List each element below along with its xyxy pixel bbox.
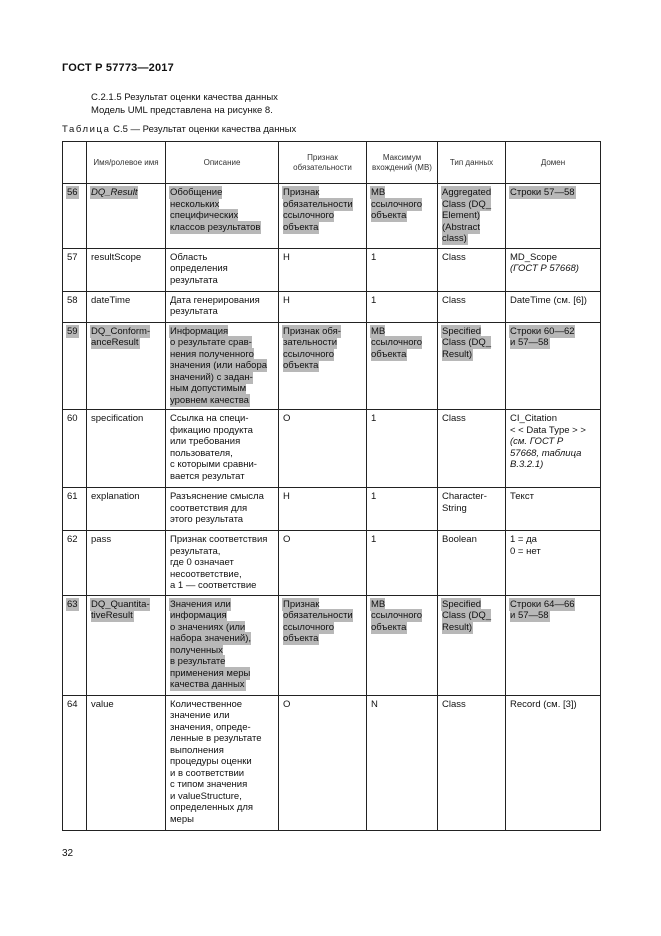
description-cell [166, 248, 279, 291]
data-type-cell [438, 531, 506, 596]
obligation-cell [279, 595, 367, 695]
data-type-cell-line: Class [442, 413, 466, 424]
table-row [63, 410, 601, 488]
description-cell-line: специфических [170, 210, 239, 221]
max-occurrence-cell-line: объекта [371, 348, 407, 360]
description-cell-line: и valueStructure, [170, 790, 242, 802]
description-cell-line: где 0 означает [170, 557, 234, 568]
name-cell [87, 291, 166, 322]
header-cell-obligation: Признак обязательности [279, 142, 367, 184]
max-occurrence-cell [367, 531, 438, 596]
description-cell-line: Значения или [170, 598, 231, 610]
description-cell [166, 322, 279, 410]
data-type-cell-line: Aggregated [442, 187, 492, 198]
domain-cell [506, 184, 601, 249]
description-cell-line: результата, [170, 545, 221, 557]
name-cell-text: resultScope [91, 251, 142, 263]
description-cell-line: Обобщение [170, 187, 223, 198]
obligation-cell [279, 488, 367, 531]
row-number-cell [63, 410, 87, 488]
page-number: 32 [62, 848, 74, 859]
obligation-cell-line: О [283, 534, 291, 545]
data-type-cell-line: Result) [442, 348, 473, 360]
description-cell-line: процедуры оценки [170, 756, 252, 767]
name-cell-text: value [91, 698, 114, 710]
obligation-cell-line: обязательности [283, 610, 353, 621]
obligation-cell-line: Н [283, 251, 290, 263]
max-occurrence-cell [367, 695, 438, 830]
description-cell-line: применения меры [170, 667, 251, 679]
obligation-cell-line: Признак обя- [283, 325, 341, 337]
description-cell-line: Разъяснение смысла [170, 491, 264, 502]
domain-cell-line: 57668, таблица [510, 447, 582, 459]
name-cell [87, 248, 166, 291]
header-cell-description: Описание [166, 142, 279, 184]
row-number-cell [63, 248, 87, 291]
description-cell-line: Количественное [170, 698, 243, 710]
max-occurrence-cell-line: ссылочного [371, 198, 423, 210]
domain-cell-line: В.3.2.1) [510, 459, 544, 470]
row-number-cell-text: 60 [67, 413, 78, 424]
domain-cell [506, 248, 601, 291]
description-cell-line: полученных [170, 644, 223, 656]
description-cell-line: значение или [170, 710, 230, 721]
max-occurrence-cell-line: N [371, 698, 378, 710]
description-cell-line: выполнения [170, 744, 224, 756]
max-occurrence-cell-line: МВ [371, 187, 386, 198]
data-type-cell-line: Class [442, 294, 466, 306]
name-cell-text: explanation [91, 491, 140, 502]
obligation-cell-line: объекта [283, 221, 319, 233]
domain-cell-line: (см. ГОСТ Р [510, 436, 564, 447]
data-type-cell [438, 184, 506, 249]
data-type-cell-line: Class (DQ_ [442, 198, 492, 210]
max-occurrence-cell-line: 1 [371, 251, 377, 263]
name-cell [87, 184, 166, 249]
data-type-cell [438, 322, 506, 410]
data-type-cell-line: Specified [442, 598, 482, 610]
obligation-cell-line: ссылочного [283, 348, 335, 360]
description-cell [166, 488, 279, 531]
data-type-cell-line: Specified [442, 325, 482, 337]
name-cell-text: specification [91, 413, 144, 424]
obligation-cell-line: О [283, 698, 291, 710]
table-caption [62, 124, 296, 135]
description-cell-line: а 1 — соответствие [170, 580, 257, 591]
description-cell-line: ным допустимым [170, 383, 247, 394]
obligation-cell [279, 695, 367, 830]
obligation-cell-line: ссылочного [283, 210, 335, 221]
max-occurrence-cell [367, 322, 438, 410]
max-occurrence-cell [367, 248, 438, 291]
table-row [63, 531, 601, 596]
row-number-cell [63, 291, 87, 322]
data-type-cell-line: Character- [442, 491, 487, 502]
name-cell-text: dateTime [91, 294, 131, 306]
domain-cell-line: CI_Citation [510, 413, 557, 424]
row-number-cell-text: 59 [67, 325, 78, 337]
domain-cell-line: Строки 60—62 [510, 325, 575, 337]
name-cell [87, 695, 166, 830]
description-cell [166, 531, 279, 596]
max-occurrence-cell-line: ссылочного [371, 610, 423, 621]
obligation-cell-line: объекта [283, 633, 319, 644]
max-occurrence-cell [367, 410, 438, 488]
description-cell-line: классов результатов [170, 221, 261, 233]
domain-cell-line: DateTime (см. [6]) [510, 294, 587, 306]
domain-cell [506, 531, 601, 596]
obligation-cell-line: Н [283, 491, 290, 502]
header-cell-data-type: Тип данных [438, 142, 506, 184]
obligation-cell-line: Признак [283, 187, 320, 198]
obligation-cell-line: О [283, 413, 291, 424]
description-cell-line: значений) с задан- [170, 371, 253, 383]
name-cell [87, 488, 166, 531]
document-header-code: ГОСТ Р 57773—2017 [62, 62, 174, 74]
data-type-cell-line: Class (DQ_ [442, 337, 492, 348]
max-occurrence-cell-line: 1 [371, 413, 377, 424]
row-number-cell-text: 61 [67, 491, 78, 502]
description-cell-line: Ссылка на специ- [170, 413, 249, 424]
domain-cell-line: Record (см. [3]) [510, 698, 577, 710]
table-row [63, 248, 601, 291]
description-cell-line: или требования [170, 436, 241, 447]
description-cell-line: определенных для [170, 802, 254, 813]
description-cell [166, 695, 279, 830]
row-number-cell-text: 62 [67, 534, 78, 545]
description-cell-line: вается результат [170, 470, 245, 482]
data-type-cell-line: (Abstract [442, 221, 481, 233]
description-cell-line: информация [170, 610, 227, 621]
obligation-cell [279, 410, 367, 488]
domain-cell [506, 488, 601, 531]
header-cell-name: Имя/ролевое имя [87, 142, 166, 184]
section-text: Модель UML представлена на рисунке 8. [91, 105, 273, 116]
table-row [63, 291, 601, 322]
description-cell-line: нескольких [170, 198, 220, 210]
max-occurrence-cell-line: 1 [371, 491, 377, 502]
domain-cell-line: 0 = нет [510, 545, 541, 557]
data-type-cell [438, 291, 506, 322]
description-cell-line: несоответствие, [170, 568, 242, 580]
obligation-cell-line: зательности [283, 337, 338, 348]
obligation-cell [279, 248, 367, 291]
description-cell-line: качества данных [170, 679, 245, 690]
obligation-cell-line: Признак [283, 598, 320, 610]
description-cell-line: с типом значения [170, 779, 248, 790]
row-number-cell-text: 58 [67, 294, 78, 306]
obligation-cell-line: обязательности [283, 198, 353, 210]
description-cell-line: этого результата [170, 514, 244, 525]
max-occurrence-cell [367, 184, 438, 249]
name-cell-text: DQ_Quantita-tiveResult [91, 598, 150, 621]
description-cell-line: значения, опреде- [170, 721, 251, 733]
data-type-cell-line: Class (DQ_ [442, 610, 492, 621]
name-cell-text: pass [91, 534, 112, 545]
description-cell-line: Дата генерирования [170, 294, 260, 306]
domain-cell-line: < < Data Type > > [510, 424, 586, 436]
domain-cell [506, 595, 601, 695]
section-heading: С.2.1.5 Результат оценки качества данных [91, 92, 278, 103]
table-row [63, 695, 601, 830]
obligation-cell-line: Н [283, 294, 290, 306]
table-header-row [63, 142, 601, 184]
data-type-cell [438, 595, 506, 695]
max-occurrence-cell-line: МВ [371, 598, 386, 610]
description-cell [166, 184, 279, 249]
row-number-cell [63, 595, 87, 695]
description-cell-line: Область [170, 251, 208, 263]
description-cell-line: с которыми сравни- [170, 459, 257, 470]
row-number-cell-text: 57 [67, 251, 78, 263]
row-number-cell-text: 56 [67, 187, 78, 198]
description-cell-line: в результате [170, 656, 226, 667]
max-occurrence-cell-line: 1 [371, 534, 377, 545]
table-caption-label: Таблица [62, 124, 111, 135]
description-cell-line: результата [170, 306, 218, 317]
data-type-cell-line: Class [442, 251, 466, 263]
obligation-cell-line: объекта [283, 360, 319, 371]
data-type-cell-line: Result) [442, 621, 473, 633]
result-quality-table [62, 141, 601, 831]
row-number-cell [63, 531, 87, 596]
row-number-cell [63, 695, 87, 830]
domain-cell-line: Строки 57—58 [510, 187, 575, 198]
domain-cell [506, 322, 601, 410]
description-cell [166, 291, 279, 322]
name-cell [87, 531, 166, 596]
description-cell-line: соответствия для [170, 502, 248, 514]
domain-cell-line: и 57—58 [510, 610, 549, 621]
description-cell [166, 595, 279, 695]
description-cell-line: результата [170, 274, 218, 286]
data-type-cell [438, 410, 506, 488]
domain-cell-line: MD_Scope [510, 251, 557, 263]
domain-cell-line: Строки 64—66 [510, 598, 575, 610]
table-caption-text: С.5 — Результат оценки качества данных [110, 124, 297, 135]
data-type-cell [438, 248, 506, 291]
description-cell [166, 410, 279, 488]
row-number-cell [63, 322, 87, 410]
row-number-cell-text: 64 [67, 698, 78, 710]
row-number-cell-text: 63 [67, 598, 78, 610]
name-cell [87, 322, 166, 410]
description-cell-line: и в соответствии [170, 767, 245, 779]
obligation-cell [279, 184, 367, 249]
description-cell-line: ленные в результате [170, 733, 262, 744]
max-occurrence-cell-line: МВ [371, 325, 386, 337]
description-cell-line: уровнем качества [170, 394, 249, 406]
header-cell-domain: Домен [506, 142, 601, 184]
table-body [63, 184, 601, 831]
description-cell-line: пользователя, [170, 447, 233, 459]
obligation-cell [279, 531, 367, 596]
table-row [63, 488, 601, 531]
table-row [63, 322, 601, 410]
domain-cell [506, 695, 601, 830]
description-cell-line: значения (или набора [170, 360, 268, 371]
domain-cell [506, 291, 601, 322]
name-cell-text: DQ_Conform-anceResult [91, 325, 151, 348]
row-number-cell [63, 488, 87, 531]
data-type-cell-line: String [442, 502, 467, 514]
max-occurrence-cell-line: объекта [371, 621, 407, 633]
domain-cell-line: (ГОСТ Р 57668) [510, 263, 579, 274]
data-type-cell-line: Boolean [442, 534, 477, 545]
max-occurrence-cell-line: 1 [371, 294, 377, 306]
row-number-cell [63, 184, 87, 249]
max-occurrence-cell-line: объекта [371, 210, 407, 221]
max-occurrence-cell [367, 291, 438, 322]
obligation-cell [279, 291, 367, 322]
header-cell-max-occurrence: Максимум вхождений (МВ) [367, 142, 438, 184]
data-type-cell-line: class) [442, 233, 467, 244]
max-occurrence-cell-line: ссылочного [371, 337, 423, 348]
name-cell [87, 410, 166, 488]
data-type-cell [438, 488, 506, 531]
description-cell-line: о значениях (или [170, 621, 246, 633]
name-cell-text: DQ_Result [91, 187, 138, 198]
description-cell-line: меры [170, 813, 194, 825]
description-cell-line: нения полученного [170, 348, 254, 360]
obligation-cell-line: ссылочного [283, 621, 335, 633]
table-row [63, 184, 601, 249]
header-cell-number [63, 142, 87, 184]
description-cell-line: о результате срав- [170, 337, 252, 348]
domain-cell-line: и 57—58 [510, 337, 549, 348]
description-cell-line: Признак соответствия [170, 534, 268, 545]
max-occurrence-cell [367, 488, 438, 531]
description-cell-line: определения [170, 263, 228, 274]
domain-cell-line: Текст [510, 491, 534, 502]
domain-cell [506, 410, 601, 488]
description-cell-line: набора значений), [170, 633, 252, 644]
table-row [63, 595, 601, 695]
obligation-cell [279, 322, 367, 410]
max-occurrence-cell [367, 595, 438, 695]
name-cell [87, 595, 166, 695]
description-cell-line: фикацию продукта [170, 424, 253, 436]
domain-cell-line: 1 = да [510, 534, 537, 545]
data-type-cell [438, 695, 506, 830]
data-type-cell-line: Element) [442, 210, 481, 221]
description-cell-line: Информация [170, 325, 229, 337]
data-type-cell-line: Class [442, 698, 466, 710]
